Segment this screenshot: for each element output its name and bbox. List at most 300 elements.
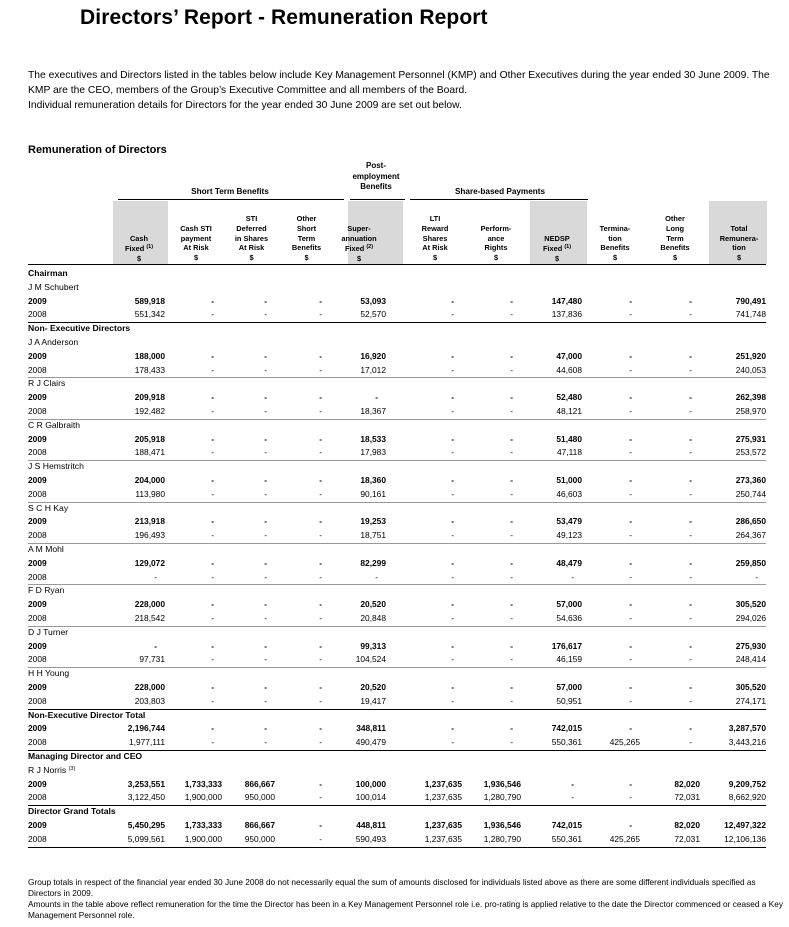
column-unit: $ <box>612 253 618 263</box>
table-cell: - <box>211 530 214 541</box>
table-cell: - <box>510 295 513 306</box>
table-cell: - <box>451 640 454 651</box>
column-header-text: Long <box>665 223 685 233</box>
table-cell: 49,123 <box>556 530 582 541</box>
row-label-text: 2009 <box>28 516 47 527</box>
column-header-text: Benefits <box>660 243 690 253</box>
table-cell: - <box>451 475 454 485</box>
row-label-text: Director Grand Totals <box>28 806 116 817</box>
table-cell: 448,811 <box>356 820 386 830</box>
row-label <box>28 723 47 733</box>
table-cell: 97,731 <box>139 654 165 665</box>
column-header-note: (1) <box>146 244 154 251</box>
table-cell: 176,617 <box>551 640 582 651</box>
table-cell: - <box>689 309 692 320</box>
table-cell: - <box>689 613 692 623</box>
table-cell: - <box>451 447 454 458</box>
table-cell: - <box>629 778 632 789</box>
table-cell: - <box>451 530 454 541</box>
table-cell: - <box>264 682 267 692</box>
row-label-text: 2009 <box>28 599 47 610</box>
column-header-text: Deferred <box>236 223 267 233</box>
row-label <box>28 489 47 499</box>
row-label <box>28 613 47 623</box>
table-cell: - <box>319 557 322 568</box>
column-header-text: Benefits <box>291 243 322 253</box>
table-cell: 52,480 <box>556 392 582 403</box>
column-unit: $ <box>193 253 199 263</box>
table-cell: - <box>510 557 513 568</box>
table-cell: 82,020 <box>674 820 700 830</box>
table-cell: 17,983 <box>360 447 386 458</box>
table-cell: 275,931 <box>735 433 766 444</box>
table-cell: - <box>264 557 267 568</box>
table-cell: 137,836 <box>551 309 582 320</box>
table-cell: 17,012 <box>360 364 386 375</box>
row-label <box>28 751 142 761</box>
table-cell: - <box>629 475 632 485</box>
column-header-note: (2) <box>366 244 374 251</box>
table-cell: 425,265 <box>609 833 640 844</box>
table-cell: 5,450,295 <box>127 820 165 830</box>
row-label <box>28 599 47 609</box>
column-header-text: Shares <box>422 233 448 243</box>
table-cell: - <box>451 406 454 416</box>
table-cell: - <box>689 599 692 610</box>
table-cell: - <box>629 530 632 541</box>
table-cell: 53,479 <box>556 516 582 527</box>
table-cell: 1,237,635 <box>424 778 462 789</box>
table-cell: - <box>451 599 454 610</box>
table-cell: - <box>689 475 692 485</box>
table-cell: 274,171 <box>735 695 766 706</box>
row-label-text: 2009 <box>28 295 47 306</box>
row-label-text: Non- Executive Directors <box>28 323 131 334</box>
column-unit: $ <box>136 254 142 264</box>
table-cell: - <box>451 364 454 375</box>
row-label-text: 2009 <box>28 682 47 692</box>
table-cell: - <box>319 792 322 803</box>
table-cell: 52,570 <box>360 309 386 320</box>
table-cell: - <box>629 695 632 706</box>
table-cell: - <box>211 557 214 568</box>
table-cell: 99,313 <box>360 640 386 651</box>
row-label <box>28 834 47 844</box>
column-header-text: Cash <box>129 233 149 243</box>
row-label <box>28 820 47 830</box>
table-cell: 205,918 <box>134 433 165 444</box>
column-header-text: Short <box>296 223 317 233</box>
table-cell: 48,479 <box>556 557 582 568</box>
table-cell: - <box>689 695 692 706</box>
table-cell: - <box>319 599 322 610</box>
table-cell: - <box>510 475 513 485</box>
table-cell: - <box>319 682 322 692</box>
table-cell: - <box>689 640 692 651</box>
table-cell: 950,000 <box>244 833 275 844</box>
table-cell: - <box>451 737 454 748</box>
table-cell: 47,118 <box>557 447 582 458</box>
table-cell: - <box>211 433 214 444</box>
row-label-text: A M Mohl <box>28 544 64 554</box>
row-label-text: 2009 <box>28 350 47 361</box>
row-label <box>28 530 47 540</box>
row-label <box>28 516 47 526</box>
row-label-text: F D Ryan <box>28 585 65 596</box>
table-cell: - <box>510 530 513 541</box>
group-post-employment-line: employment <box>352 171 400 181</box>
column-header-text: Other <box>296 214 317 223</box>
row-label-text: 2009 <box>28 640 47 651</box>
table-cell: - <box>211 447 214 458</box>
table-cell: 20,848 <box>360 613 386 623</box>
table-cell: 240,053 <box>735 364 766 375</box>
table-cell: - <box>211 488 214 499</box>
table-cell: 305,520 <box>735 682 766 692</box>
table-cell: 273,360 <box>735 475 766 485</box>
table-cell: - <box>689 557 692 568</box>
table-cell: - <box>319 695 322 706</box>
row-label <box>28 682 47 692</box>
table-cell: - <box>510 488 513 499</box>
table-cell: - <box>629 295 632 306</box>
intro-text-individual: Individual remuneration details for Directors for the year ended 30 June 2009 are set out below. <box>28 100 462 111</box>
column-header-text: Cash STI <box>180 223 212 233</box>
table-cell: 250,744 <box>735 488 766 499</box>
row-label <box>28 792 47 802</box>
table-cell: 51,480 <box>556 433 582 444</box>
table-cell: - <box>755 571 758 582</box>
row-label-text: Non-Executive Director Total <box>28 709 146 720</box>
table-cell: - <box>211 295 214 306</box>
column-header-text: tion <box>608 233 622 243</box>
table-cell: - <box>264 695 267 706</box>
table-cell: 213,918 <box>134 516 165 527</box>
row-label <box>28 627 68 637</box>
table-cell: - <box>629 599 632 610</box>
row-label-text: R J Clairs <box>28 378 66 389</box>
table-cell: - <box>451 557 454 568</box>
column-header-text: Term <box>666 233 684 243</box>
table-cell: 3,287,570 <box>728 723 766 734</box>
row-separator <box>28 543 766 544</box>
column-header-text: Benefits <box>600 243 630 253</box>
row-label <box>28 668 69 678</box>
table-cell: 19,417 <box>360 695 386 706</box>
table-cell: 251,920 <box>735 350 766 361</box>
row-label <box>28 654 47 664</box>
table-cell: - <box>510 682 513 692</box>
table-cell: 305,520 <box>735 599 766 610</box>
footnote-group-totals: Group totals in respect of the financial year ended 30 June 2008 do not necessarily equal the sum of amounts disclosed for individuals listed above as there are some different individuals specified as Directors in 2009. <box>28 877 756 898</box>
table-cell: 218,542 <box>134 613 165 623</box>
table-cell: 228,000 <box>134 599 165 610</box>
row-separator <box>28 419 766 420</box>
table-cell: - <box>451 295 454 306</box>
row-label-text: 2009 <box>28 433 47 444</box>
row-label-text: Chairman <box>28 268 68 278</box>
table-cell: 1,900,000 <box>184 833 222 844</box>
table-cell: - <box>264 613 267 623</box>
table-cell: 9,209,752 <box>728 778 766 789</box>
table-cell: - <box>629 571 632 582</box>
row-label-text: 2008 <box>28 447 47 458</box>
column-header-note: (1) <box>564 244 572 251</box>
table-cell: 262,398 <box>735 392 766 403</box>
table-cell: 550,361 <box>551 737 582 748</box>
row-label-text: D J Turner <box>28 626 69 637</box>
table-cell: 294,026 <box>735 613 766 623</box>
table-cell: 425,265 <box>609 737 640 748</box>
table-cell: 490,479 <box>355 737 386 748</box>
table-cell: - <box>510 613 513 623</box>
table-cell: 3,443,216 <box>728 737 766 748</box>
table-cell: - <box>264 654 267 665</box>
column-header-text: Super- <box>347 223 371 233</box>
table-cell: - <box>375 571 378 582</box>
table-cell: - <box>571 792 574 803</box>
row-label-text: J M Schubert <box>28 281 79 292</box>
table-cell: 3,253,551 <box>127 778 165 789</box>
table-cell: 12,106,136 <box>724 833 766 844</box>
table-cell: 1,280,790 <box>483 833 521 844</box>
table-cell: - <box>510 447 513 458</box>
table-cell: - <box>319 833 322 844</box>
table-cell: - <box>154 571 157 582</box>
table-cell: 104,524 <box>355 654 386 665</box>
table-cell: - <box>451 516 454 527</box>
column-unit: $ <box>304 253 309 263</box>
table-cell: - <box>451 488 454 499</box>
table-cell: 1,237,635 <box>424 820 462 830</box>
row-label <box>28 323 130 333</box>
column-header-text: At Risk <box>183 243 209 253</box>
table-cell: - <box>375 392 378 403</box>
table-cell: - <box>510 433 513 444</box>
table-cell: 1,977,111 <box>128 737 165 748</box>
table-cell: - <box>689 406 692 416</box>
row-label-text: C R Galbraith <box>28 419 81 430</box>
table-cell: 46,603 <box>556 488 582 499</box>
row-label-text: 2008 <box>28 364 47 375</box>
row-label <box>28 710 145 720</box>
table-cell: - <box>264 350 267 361</box>
column-unit: $ <box>249 253 254 263</box>
column-unit: $ <box>554 254 560 264</box>
column-header-text: Fixed <box>344 244 365 254</box>
column-unit: $ <box>356 254 362 264</box>
row-label <box>28 296 47 306</box>
row-label-text: 2008 <box>28 737 47 748</box>
table-cell: - <box>211 599 214 610</box>
table-cell: - <box>264 723 267 734</box>
table-cell: - <box>211 364 214 375</box>
row-label-text: 2008 <box>28 613 47 623</box>
table-cell: 589,918 <box>134 295 165 306</box>
table-cell: 72,031 <box>674 833 700 844</box>
row-separator <box>28 805 766 806</box>
row-label-text: 2009 <box>28 778 47 789</box>
table-cell: - <box>629 447 632 458</box>
table-cell: 178,433 <box>134 364 165 375</box>
table-cell: - <box>629 350 632 361</box>
table-cell: - <box>211 682 214 692</box>
table-cell: - <box>319 640 322 651</box>
table-cell: - <box>211 475 214 485</box>
table-cell: - <box>264 309 267 320</box>
table-cell: 204,000 <box>134 475 165 485</box>
row-label <box>28 392 47 402</box>
column-header-text: in Shares <box>234 233 269 243</box>
column-header-text: LTI <box>429 214 441 223</box>
row-label-text: 2008 <box>28 792 47 803</box>
table-cell: - <box>451 309 454 320</box>
table-cell: - <box>211 571 214 582</box>
table-cell: 46,159 <box>556 654 582 665</box>
table-cell: - <box>319 613 322 623</box>
row-separator <box>28 460 766 461</box>
table-cell: - <box>264 488 267 499</box>
table-cell: 47,000 <box>556 350 582 361</box>
table-cell: - <box>689 571 692 582</box>
table-cell: - <box>629 723 632 734</box>
table-cell: - <box>571 778 574 789</box>
table-cell: 253,572 <box>735 447 766 458</box>
table-cell: - <box>629 433 632 444</box>
table-cell: 264,367 <box>735 530 766 541</box>
table-cell: - <box>319 571 322 582</box>
table-cell: 1,237,635 <box>424 792 462 803</box>
table-cell: - <box>629 792 632 803</box>
column-unit: $ <box>493 253 499 263</box>
row-label <box>28 268 68 278</box>
table-cell: - <box>689 433 692 444</box>
table-cell: - <box>319 723 322 734</box>
column-header-text: At Risk <box>422 243 448 253</box>
table-cell: 275,930 <box>735 640 766 651</box>
column-unit: $ <box>736 253 742 263</box>
table-cell: 551,342 <box>134 309 165 320</box>
table-cell: - <box>689 350 692 361</box>
row-label <box>28 544 64 554</box>
table-cell: - <box>211 695 214 706</box>
table-cell: 18,360 <box>360 475 386 485</box>
table-cell: - <box>629 682 632 692</box>
row-label-text: J S Hemstritch <box>28 461 84 472</box>
table-cell: 16,920 <box>360 350 386 361</box>
column-unit: $ <box>432 253 438 263</box>
table-cell: 8,662,920 <box>728 792 766 803</box>
row-label-text: 2008 <box>28 833 47 844</box>
table-cell: - <box>319 392 322 403</box>
row-label-text: 2009 <box>28 820 47 830</box>
row-label-text: Managing Director and CEO <box>28 751 143 761</box>
table-cell: - <box>689 682 692 692</box>
table-cell: - <box>319 654 322 665</box>
table-cell: - <box>629 406 632 416</box>
table-cell: - <box>689 530 692 541</box>
table-cell: 12,497,322 <box>724 820 766 830</box>
table-cell: 50,951 <box>556 695 582 706</box>
table-cell: - <box>319 350 322 361</box>
table-cell: 18,533 <box>360 433 386 444</box>
table-cell: - <box>689 392 692 403</box>
column-header-text: At Risk <box>238 243 265 253</box>
row-label <box>28 378 65 388</box>
table-cell: - <box>689 364 692 375</box>
row-label <box>28 434 47 444</box>
row-label <box>28 641 47 651</box>
table-cell: - <box>319 778 322 789</box>
column-header-text: Perform- <box>480 223 512 233</box>
table-cell: 258,970 <box>735 406 766 416</box>
column-header-text: Other <box>665 214 685 223</box>
table-cell: - <box>629 309 632 320</box>
table-cell: 742,015 <box>551 820 582 830</box>
column-header-text: ance <box>487 233 505 243</box>
row-separator <box>28 502 766 503</box>
table-cell: - <box>629 820 632 830</box>
table-cell: - <box>264 433 267 444</box>
table-cell: - <box>211 516 214 527</box>
row-label <box>28 447 47 457</box>
table-cell: 741,748 <box>735 309 766 320</box>
table-cell: - <box>319 820 322 830</box>
row-label <box>28 461 84 471</box>
row-label <box>28 765 75 775</box>
table-cell: - <box>629 613 632 623</box>
table-cell: - <box>689 723 692 734</box>
table-cell: 20,520 <box>360 682 386 692</box>
table-cell: - <box>211 723 214 734</box>
table-cell: - <box>319 516 322 527</box>
table-cell: - <box>510 350 513 361</box>
table-cell: 866,667 <box>244 820 275 830</box>
row-separator <box>28 847 766 848</box>
table-cell: - <box>319 309 322 320</box>
row-label-note: (3) <box>68 765 76 772</box>
column-header-text: payment <box>180 233 212 243</box>
row-label <box>28 503 68 513</box>
table-cell: 5,099,561 <box>127 833 165 844</box>
group-short-term-benefits: Short Term Benefits <box>191 187 269 196</box>
row-label-text: 2008 <box>28 406 47 416</box>
table-title: Remuneration of Directors <box>28 144 167 156</box>
table-cell: 20,520 <box>360 599 386 610</box>
column-header-text: STI <box>245 214 258 223</box>
table-cell: 550,361 <box>551 833 582 844</box>
table-cell: - <box>510 571 513 582</box>
row-label <box>28 558 47 568</box>
table-cell: 1,733,333 <box>184 778 222 789</box>
footnote-pro-rating: Amounts in the table above reflect remuneration for the time the Director has been in a Key Management Personnel role i.e. pro-rating is applied relative to the date the Director commenced or ceased a Key Management Personnel role. <box>28 899 783 920</box>
table-cell: 348,811 <box>356 723 386 734</box>
row-label-text: 2009 <box>28 392 47 403</box>
table-cell: - <box>510 599 513 610</box>
row-label <box>28 365 47 375</box>
group-share-based-payments: Share-based Payments <box>454 187 546 196</box>
table-cell: - <box>510 516 513 527</box>
table-cell: 1,237,635 <box>424 833 462 844</box>
column-header-text: Remunera- <box>719 233 759 243</box>
table-cell: - <box>264 599 267 610</box>
row-label-text: 2009 <box>28 475 47 485</box>
table-cell: 57,000 <box>556 599 582 610</box>
table-cell: - <box>319 475 322 485</box>
table-cell: 203,803 <box>134 695 165 706</box>
row-label <box>28 696 47 706</box>
table-cell: - <box>264 516 267 527</box>
